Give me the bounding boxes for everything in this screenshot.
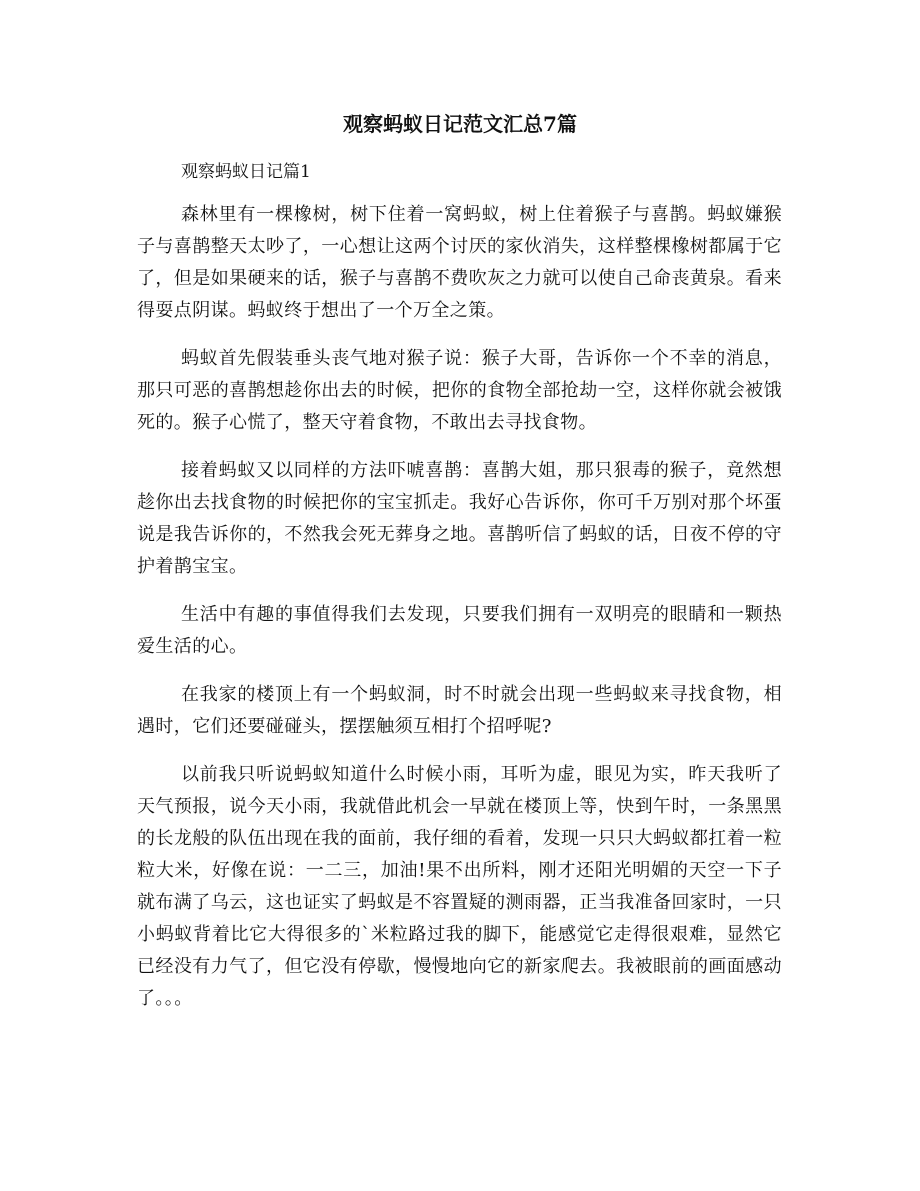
paragraph-4: 生活中有趣的事值得我们去发现，只要我们拥有一双明亮的眼睛和一颗热爱生活的心。 <box>137 604 782 657</box>
paragraph-2: 蚂蚁首先假装垂头丧气地对猴子说：猴子大哥，告诉你一个不幸的消息，那只可恶的喜鹊想趁你出去的时候，把你的食物全部抢劫一空，这样你就会被饿死的。猴子心慌了，整天守着食物，不敢出去寻找食物。 <box>137 348 782 433</box>
document-body <box>137 156 782 1031</box>
paragraph-6: 以前我只听说蚂蚁知道什么时候小雨，耳听为虚，眼见为实，昨天我听了天气预报，说今天小雨，我就借此机会一早就在楼顶上等，快到午时，一条黑黑的长龙般的队伍出现在我的面前，我仔细的看着，发现一只只大蚂蚁都扛着一粒粒大米，好像在说：一二三，加油!果不出所料，刚才还阳光明媚的天空一下子就布满了乌云，这也证实了蚂蚁是不容置疑的测雨器，正当我准备回家时，一只小蚂蚁背着比它大得很多的`米粒路过我的脚下，能感觉它走得很艰难，显然它已经没有力气了，但它没有停歇，慢慢地向它的新家爬去。我被眼前的画面感动了。。。 <box>137 764 782 1009</box>
paragraph-3: 接着蚂蚁又以同样的方法吓唬喜鹊：喜鹊大姐，那只狠毒的猴子，竟然想趁你出去找食物的时候把你的宝宝抓走。我好心告诉你，你可千万别对那个坏蛋说是我告诉你的，不然我会死无葬身之地。喜鹊听信了蚂蚁的话，日夜不停的守护着鹊宝宝。 <box>137 460 782 577</box>
paragraph-1: 森林里有一棵橡树，树下住着一窝蚂蚁，树上住着猴子与喜鹊。蚂蚁嫌猴子与喜鹊整天太吵了，一心想让这两个讨厌的家伙消失，这样整棵橡树都属于它了，但是如果硬来的话，猴子与喜鹊不费吹灰之力就可以使自己命丧黄泉。看来得耍点阴谋。蚂蚁终于想出了一个万全之策。 <box>137 204 782 321</box>
section-heading: 观察蚂蚁日记篇1 <box>181 162 311 182</box>
document-title: 观察蚂蚁日记范文汇总7篇 <box>343 112 577 136</box>
paragraph-5: 在我家的楼顶上有一个蚂蚁洞，时不时就会出现一些蚂蚁来寻找食物，相遇时，它们还要碰碰头，摆摆触须互相打个招呼呢? <box>137 684 782 737</box>
